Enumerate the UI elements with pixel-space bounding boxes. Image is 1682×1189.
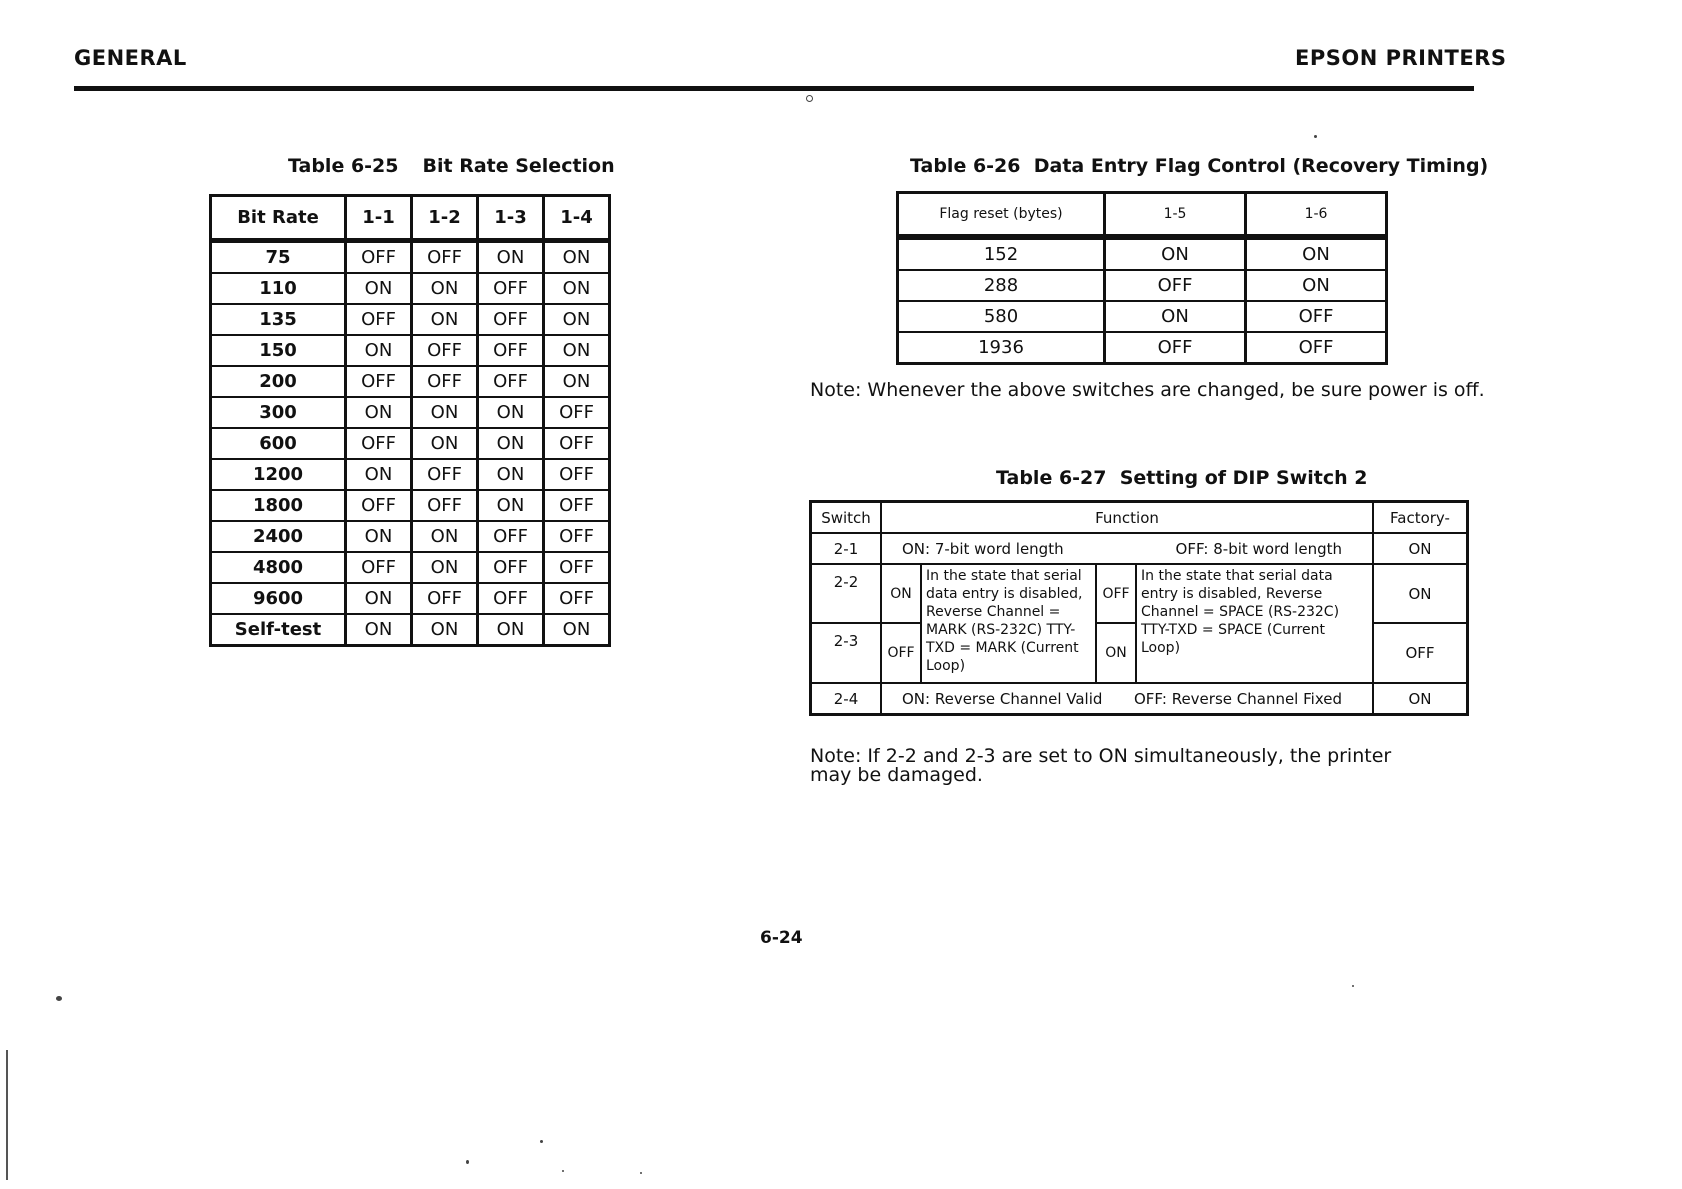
- switch-state-cell: ON: [412, 273, 478, 304]
- bit-rate-cell: 4800: [211, 552, 346, 583]
- table-row: [898, 301, 1387, 332]
- switch-state-cell: OFF: [1246, 332, 1387, 364]
- factory-cell: ON: [1373, 683, 1468, 715]
- desc-right-cell: In the state that serial data entry is disabled, Reverse Channel = SPACE (RS-232C) TTY-TXD = SPACE (Current Loop): [1136, 564, 1373, 683]
- bit-rate-cell: 150: [211, 335, 346, 366]
- switch-state-cell: OFF: [412, 335, 478, 366]
- table-row: [211, 241, 610, 274]
- switch-state-cell: OFF: [412, 459, 478, 490]
- column-header: 1-5: [1105, 193, 1246, 238]
- switch-state-cell: OFF: [478, 583, 544, 614]
- switch-state-cell: ON: [1105, 301, 1246, 332]
- switch-state-cell: OFF: [1246, 301, 1387, 332]
- table-6-27-note: Note: If 2-2 and 2-3 are set to ON simultaneously, the printer may be damaged.: [810, 745, 1392, 786]
- switch-state-cell: ON: [478, 397, 544, 428]
- switch-state-cell: ON: [478, 614, 544, 646]
- column-header: Flag reset (bytes): [898, 193, 1105, 238]
- switch-state-cell: ON: [412, 428, 478, 459]
- factory-cell: ON: [1373, 533, 1468, 564]
- caption-number: Table 6-27: [996, 467, 1107, 489]
- table-row: [898, 332, 1387, 364]
- switch-state-cell: OFF: [544, 459, 610, 490]
- switch-header: Switch: [811, 502, 882, 534]
- bit-rate-cell: 135: [211, 304, 346, 335]
- table-header-row: [898, 193, 1387, 238]
- switch-state-cell: ON: [346, 273, 412, 304]
- table-row: [211, 459, 610, 490]
- switch-state-cell: ON: [412, 521, 478, 552]
- bit-rate-table: [209, 194, 611, 647]
- switch-state-cell: ON: [346, 459, 412, 490]
- flag-reset-cell: 152: [898, 237, 1105, 270]
- caption-title: Bit Rate Selection: [422, 155, 615, 177]
- column-header: 1-4: [544, 196, 610, 241]
- switch-state-cell: ON: [478, 428, 544, 459]
- factory-header: Factory-: [1373, 502, 1468, 534]
- switch-state-cell: OFF: [412, 490, 478, 521]
- switch-state-cell: OFF: [346, 366, 412, 397]
- table-row-2-2: [811, 564, 1468, 623]
- table-row: [211, 614, 610, 646]
- table-row: [211, 490, 610, 521]
- flag-reset-cell: 1936: [898, 332, 1105, 364]
- switch-cell: 2-2: [811, 564, 882, 623]
- bit-rate-cell: 300: [211, 397, 346, 428]
- desc-left-cell: In the state that serial data entry is disabled, Reverse Channel = MARK (RS-232C) TTY-TXD = MARK (Current Loop): [921, 564, 1096, 683]
- bit-rate-cell: 110: [211, 273, 346, 304]
- table-row: [211, 428, 610, 459]
- switch-state-cell: ON: [346, 397, 412, 428]
- switch-state-cell: OFF: [1105, 270, 1246, 301]
- caption-title: Data Entry Flag Control (Recovery Timing): [1033, 155, 1489, 177]
- switch-state-cell: ON: [544, 241, 610, 274]
- table-row: [211, 583, 610, 614]
- flag-reset-cell: 580: [898, 301, 1105, 332]
- switch-state-cell: OFF: [346, 490, 412, 521]
- bit-rate-cell: 9600: [211, 583, 346, 614]
- switch-state-cell: OFF: [412, 366, 478, 397]
- table-6-26-caption: [910, 155, 1488, 177]
- column-header: 1-6: [1246, 193, 1387, 238]
- switch-state-cell: ON: [412, 304, 478, 335]
- scan-speck: [1314, 135, 1317, 138]
- switch-state-cell: OFF: [544, 521, 610, 552]
- caption-number: Table 6-26: [910, 155, 1021, 177]
- table-row-2-4: [811, 683, 1468, 715]
- switch-state-cell: ON: [412, 614, 478, 646]
- scan-speck: [466, 1160, 469, 1164]
- bit-rate-cell: Self-test: [211, 614, 346, 646]
- switch-state-cell: OFF: [478, 366, 544, 397]
- switch-state-cell: OFF: [544, 552, 610, 583]
- switch-state-cell: OFF: [346, 428, 412, 459]
- switch-state-cell: ON: [478, 241, 544, 274]
- switch-state-cell: ON: [1105, 237, 1246, 270]
- dip-switch-2-table: [809, 500, 1469, 716]
- bit-rate-cell: 200: [211, 366, 346, 397]
- switch-state-cell: ON: [346, 521, 412, 552]
- switch-cell: 2-3: [811, 623, 882, 683]
- switch-state-cell: ON: [478, 490, 544, 521]
- caption-title: Setting of DIP Switch 2: [1119, 467, 1368, 489]
- off-setting: OFF: 8-bit word length: [1175, 539, 1342, 558]
- switch-state-cell: OFF: [544, 428, 610, 459]
- switch-state-cell: OFF: [478, 273, 544, 304]
- header-left: GENERAL: [74, 46, 187, 70]
- switch-state-cell: OFF: [346, 304, 412, 335]
- switch-state-cell: ON: [412, 397, 478, 428]
- table-6-26-note: Note: Whenever the above switches are changed, be sure power is off.: [810, 379, 1485, 401]
- switch-state-cell: OFF: [544, 583, 610, 614]
- on-setting: ON: Reverse Channel Valid: [902, 689, 1103, 708]
- switch-state-cell: ON: [544, 273, 610, 304]
- column-header: Bit Rate: [211, 196, 346, 241]
- switch-cell: 2-4: [811, 683, 882, 715]
- column-header: 1-1: [346, 196, 412, 241]
- switch-state-cell: OFF: [346, 241, 412, 274]
- table-row-2-1: [811, 533, 1468, 564]
- switch-state-cell: OFF: [412, 583, 478, 614]
- switch-state-cell: OFF: [412, 241, 478, 274]
- switch-state-cell: ON: [412, 552, 478, 583]
- switch-state-cell: OFF: [478, 335, 544, 366]
- flag-reset-cell: 288: [898, 270, 1105, 301]
- state-left-cell: ON: [881, 564, 921, 623]
- table-row: [211, 521, 610, 552]
- flag-control-table: [896, 191, 1388, 365]
- switch-cell: 2-1: [811, 533, 882, 564]
- off-setting: OFF: Reverse Channel Fixed: [1133, 689, 1342, 708]
- bit-rate-cell: 1800: [211, 490, 346, 521]
- switch-state-cell: ON: [478, 459, 544, 490]
- table-header-row: [211, 196, 610, 241]
- function-cell: [881, 533, 1373, 564]
- scan-speck: [640, 1172, 642, 1174]
- column-header: 1-3: [478, 196, 544, 241]
- switch-state-cell: OFF: [544, 490, 610, 521]
- header-right: EPSON PRINTERS: [1295, 46, 1507, 70]
- state-right-cell: ON: [1096, 623, 1136, 683]
- switch-state-cell: OFF: [478, 552, 544, 583]
- caption-number: Table 6-25: [288, 155, 399, 177]
- table-6-27-caption: [996, 467, 1368, 489]
- switch-state-cell: OFF: [478, 304, 544, 335]
- scan-speck: [540, 1140, 543, 1143]
- switch-state-cell: ON: [346, 335, 412, 366]
- switch-state-cell: OFF: [346, 552, 412, 583]
- bit-rate-cell: 1200: [211, 459, 346, 490]
- table-row: [211, 273, 610, 304]
- table-row: [211, 397, 610, 428]
- table-row: [211, 335, 610, 366]
- switch-state-cell: ON: [346, 614, 412, 646]
- column-header: 1-2: [412, 196, 478, 241]
- scan-speck: [1352, 985, 1354, 987]
- scan-speck: [56, 996, 62, 1001]
- factory-cell: OFF: [1373, 623, 1468, 683]
- scan-speck: [806, 95, 813, 102]
- table-row: [898, 237, 1387, 270]
- page-number: 6-24: [760, 928, 803, 948]
- bit-rate-cell: 600: [211, 428, 346, 459]
- switch-state-cell: ON: [1246, 237, 1387, 270]
- table-row: [898, 270, 1387, 301]
- table-6-25-caption: [288, 155, 615, 177]
- factory-cell: ON: [1373, 564, 1468, 623]
- state-right-cell: OFF: [1096, 564, 1136, 623]
- function-header: Function: [881, 502, 1373, 534]
- scan-edge-mark: [6, 1050, 8, 1180]
- table-row: [211, 304, 610, 335]
- switch-state-cell: OFF: [1105, 332, 1246, 364]
- state-left-cell: OFF: [881, 623, 921, 683]
- switch-state-cell: ON: [544, 366, 610, 397]
- table-row: [211, 366, 610, 397]
- table-row: [211, 552, 610, 583]
- scan-speck: [562, 1170, 564, 1172]
- function-cell: [881, 683, 1373, 715]
- switch-state-cell: ON: [544, 335, 610, 366]
- table-header-row: [811, 502, 1468, 534]
- switch-state-cell: OFF: [478, 521, 544, 552]
- header-rule: [74, 86, 1474, 91]
- switch-state-cell: ON: [544, 614, 610, 646]
- switch-state-cell: ON: [544, 304, 610, 335]
- switch-state-cell: ON: [346, 583, 412, 614]
- switch-state-cell: OFF: [544, 397, 610, 428]
- bit-rate-cell: 2400: [211, 521, 346, 552]
- on-setting: ON: 7-bit word length: [902, 539, 1064, 558]
- bit-rate-cell: 75: [211, 241, 346, 274]
- switch-state-cell: ON: [1246, 270, 1387, 301]
